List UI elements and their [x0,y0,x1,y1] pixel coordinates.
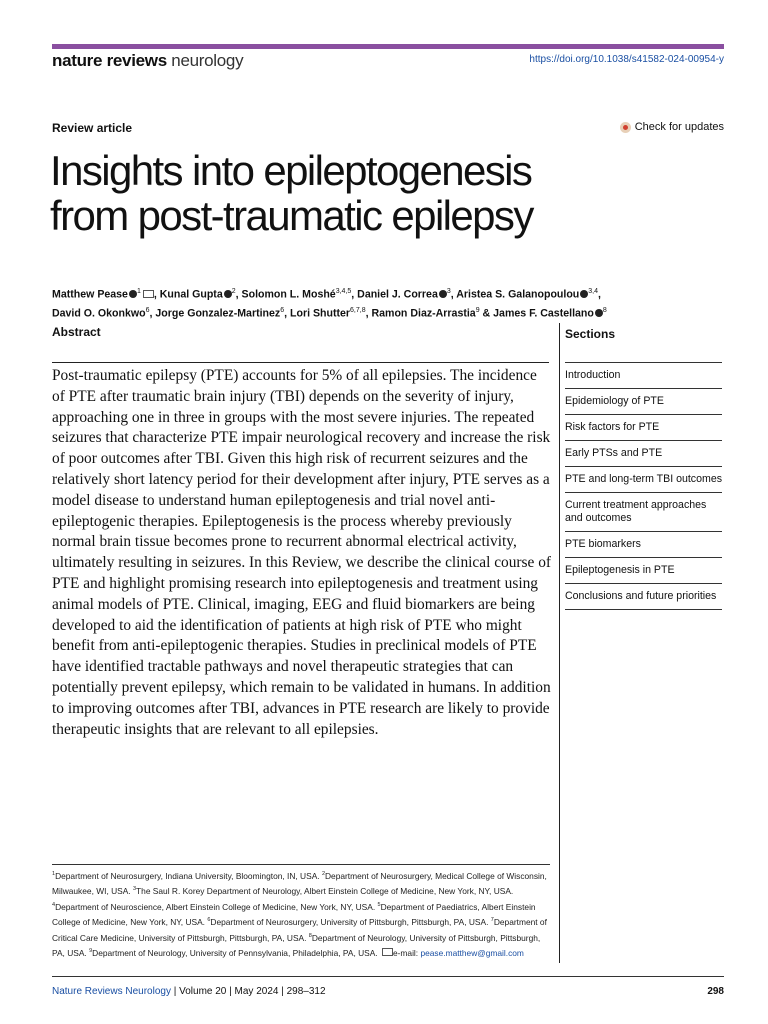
affiliation-text: Department of Neurosurgery, Indiana University, Bloomington, IN, USA. [55,870,322,881]
journal-brand: nature reviews [52,51,167,70]
affiliation-text: Department of Neuroscience, Albert Einstein College of Medicine, New York, NY, USA. [55,901,378,912]
affiliation-sup: 5 [377,901,381,908]
affiliation-sup: 1 [52,871,56,877]
author-name[interactable]: David O. Okonkwo [52,307,146,320]
orcid-icon[interactable] [129,290,137,298]
check-updates-button[interactable] [620,121,724,133]
author-affiliation-sup: 3,4 [588,288,599,295]
affiliation-sup: 8 [308,932,312,939]
check-updates-icon [620,122,631,133]
footer-separator: | [170,986,180,997]
abstract-heading: Abstract [52,325,101,339]
email-link[interactable]: pease.matthew@gmail.com [420,947,524,958]
abstract-divider [52,362,549,363]
affiliation-text: Department of Neurosurgery, University of Pittsburgh, Pittsburgh, PA, USA. [210,916,491,927]
affiliation-text: The Saul R. Korey Department of Neurology, Albert Einstein College of Medicine, New York, NY, USA. [136,886,514,897]
abstract-text: Post-traumatic epilepsy (PTE) accounts for 5% of all epilepsies. The incidence of PTE after traumatic brain injury (TBI) depends on the severity of injury, approaching one in three in groups with the most severe injuries. The repeated seizures that characterize PTE impair neurological recovery and increase the risk of poor outcomes after TBI. Given this high risk of recurrent seizures and the relatively short latency period for their development after injury, PTE serves as a model disease to understand human epileptogenesis and trial novel anti-epileptogenic therapies. Epileptogenesis is the process whereby previously normal brain tissue becomes prone to recurrent abnormal electrical activity, ultimately resulting in seizures. In this Review, we describe the clinical course of PTE and highlight promising research into epileptogenesis and treatment using animal models of PTE. Clinical, imaging, EEG and fluid biomarkers are being developed to aid the identification of patients at high risk of PTE who might benefit from anti-epileptogenic therapies. Studies in preclinical models of PTE have identified tractable pathways and novel therapeutic strategies that can potentially prevent epilepsy, which remain to be validated in humans. In addition to improving outcomes after TBI, advances in PTE research are likely to provide therapeutic insights that are relevant to all epilepsies. [52,367,552,738]
title-line-2: from post-traumatic epilepsy [50,192,533,239]
journal-logo[interactable] [52,51,243,71]
check-updates-label: Check for updates [634,121,724,133]
article-type: Review article [52,121,133,135]
author-affiliation-sup: 3,4,5 [335,288,352,295]
email-label: e-mail: [392,947,421,958]
author-name[interactable]: James F. Castellano [493,307,594,320]
doi-link[interactable]: https://doi.org/10.1038/s41582-024-00954-y [529,54,724,65]
footnote-divider [52,864,550,865]
footer-volume-info: Volume 20 | May 2024 | 298–312 [179,986,326,997]
title-line-1: Insights into epileptogenesis [50,147,532,194]
affiliation-sup: 6 [207,917,211,924]
affiliation-text: Department of Neurology, University of Pennsylvania, Philadelphia, PA, USA. [92,947,380,958]
author-name[interactable]: Matthew Pease [52,288,128,301]
affiliation-sup: 4 [52,901,56,908]
affiliation-text: Department of Paediatrics, Albert Einstein College of Medicine, New York, NY, USA. [52,901,536,927]
section-link[interactable]: Epileptogenesis in PTE [565,558,722,584]
author-affiliation-sup: 6,7,8 [350,307,366,315]
author-affiliation-sup: 3 [446,288,451,295]
author-affiliation-sup: 1 [136,288,141,295]
orcid-icon[interactable] [595,309,603,317]
author-name[interactable]: Jorge Gonzalez-Martinez [155,307,281,320]
affiliation-sup: 3 [132,886,137,893]
author-affiliation-sup: 6 [280,307,285,315]
author-affiliation-sup: 2 [231,288,236,295]
section-link[interactable]: Risk factors for PTE [565,415,722,441]
author-name[interactable]: Aristea S. Galanopoulou [456,288,580,301]
author-list: Matthew Pease $^1$ , Kunal Gupta $^2$, Solomon L. Moshé$^{3,4,5}$, Daniel J. Correa $^3$, Aristea S. Galanopoulou $^{3,4}$, David O. Okonkwo$^6$, Jorge Gonzalez-Martinez$^6$, Lori Shutter$^{6,7,8}$, Ramon Diaz-Arrastia$^9$ & James F. Castellano $^8$ [52,288,607,320]
author-name[interactable]: Daniel J. Correa [357,288,438,301]
section-link[interactable]: PTE and long-term TBI outcomes [565,467,722,493]
affiliation-sup: 7 [490,917,494,924]
affiliation-sup: 9 [89,947,93,954]
affiliation-text: Department of Neurosurgery, Medical College of Wisconsin, Milwaukee, WI, USA. [52,870,547,897]
author-name[interactable]: Ramon Diaz-Arrastia [371,307,476,320]
author-affiliation-sup: 6 [145,307,150,315]
section-link[interactable]: Conclusions and future priorities [565,584,722,610]
affiliation-text: Department of Critical Care Medicine, University of Pittsburgh, Pittsburgh, PA, USA. [52,916,547,943]
email-icon[interactable] [143,290,154,298]
orcid-icon[interactable] [439,290,447,298]
column-divider [559,323,560,963]
article-title [50,148,670,238]
header-accent-bar [52,44,724,49]
author-name[interactable]: Kunal Gupta [159,288,223,301]
author-name[interactable]: Lori Shutter [290,307,351,320]
footer-divider [52,976,724,977]
author-affiliation-sup: 9 [475,307,480,315]
affiliation-text: Department of Neurology, University of Pittsburgh, Pittsburgh, PA, USA. [52,932,541,958]
section-link[interactable]: Current treatment approaches and outcomes [565,493,722,532]
footer-journal-link[interactable]: Nature Reviews Neurology [52,986,171,997]
author-name[interactable]: Solomon L. Moshé [241,288,336,301]
affiliation-sup: 2 [321,871,325,877]
section-link[interactable]: Introduction [565,363,722,389]
email-icon [382,948,393,956]
journal-name: neurology [171,51,244,70]
sections-nav [565,362,722,610]
sections-heading: Sections [565,327,616,341]
page-number: 298 [707,986,724,997]
section-link[interactable]: PTE biomarkers [565,532,722,558]
footer-citation [52,986,326,997]
section-link[interactable]: Epidemiology of PTE [565,389,722,415]
affiliations-footnote [52,868,552,960]
section-link[interactable]: Early PTSs and PTE [565,441,722,467]
author-affiliation-sup: 8 [602,307,607,315]
orcid-icon[interactable] [224,290,232,298]
